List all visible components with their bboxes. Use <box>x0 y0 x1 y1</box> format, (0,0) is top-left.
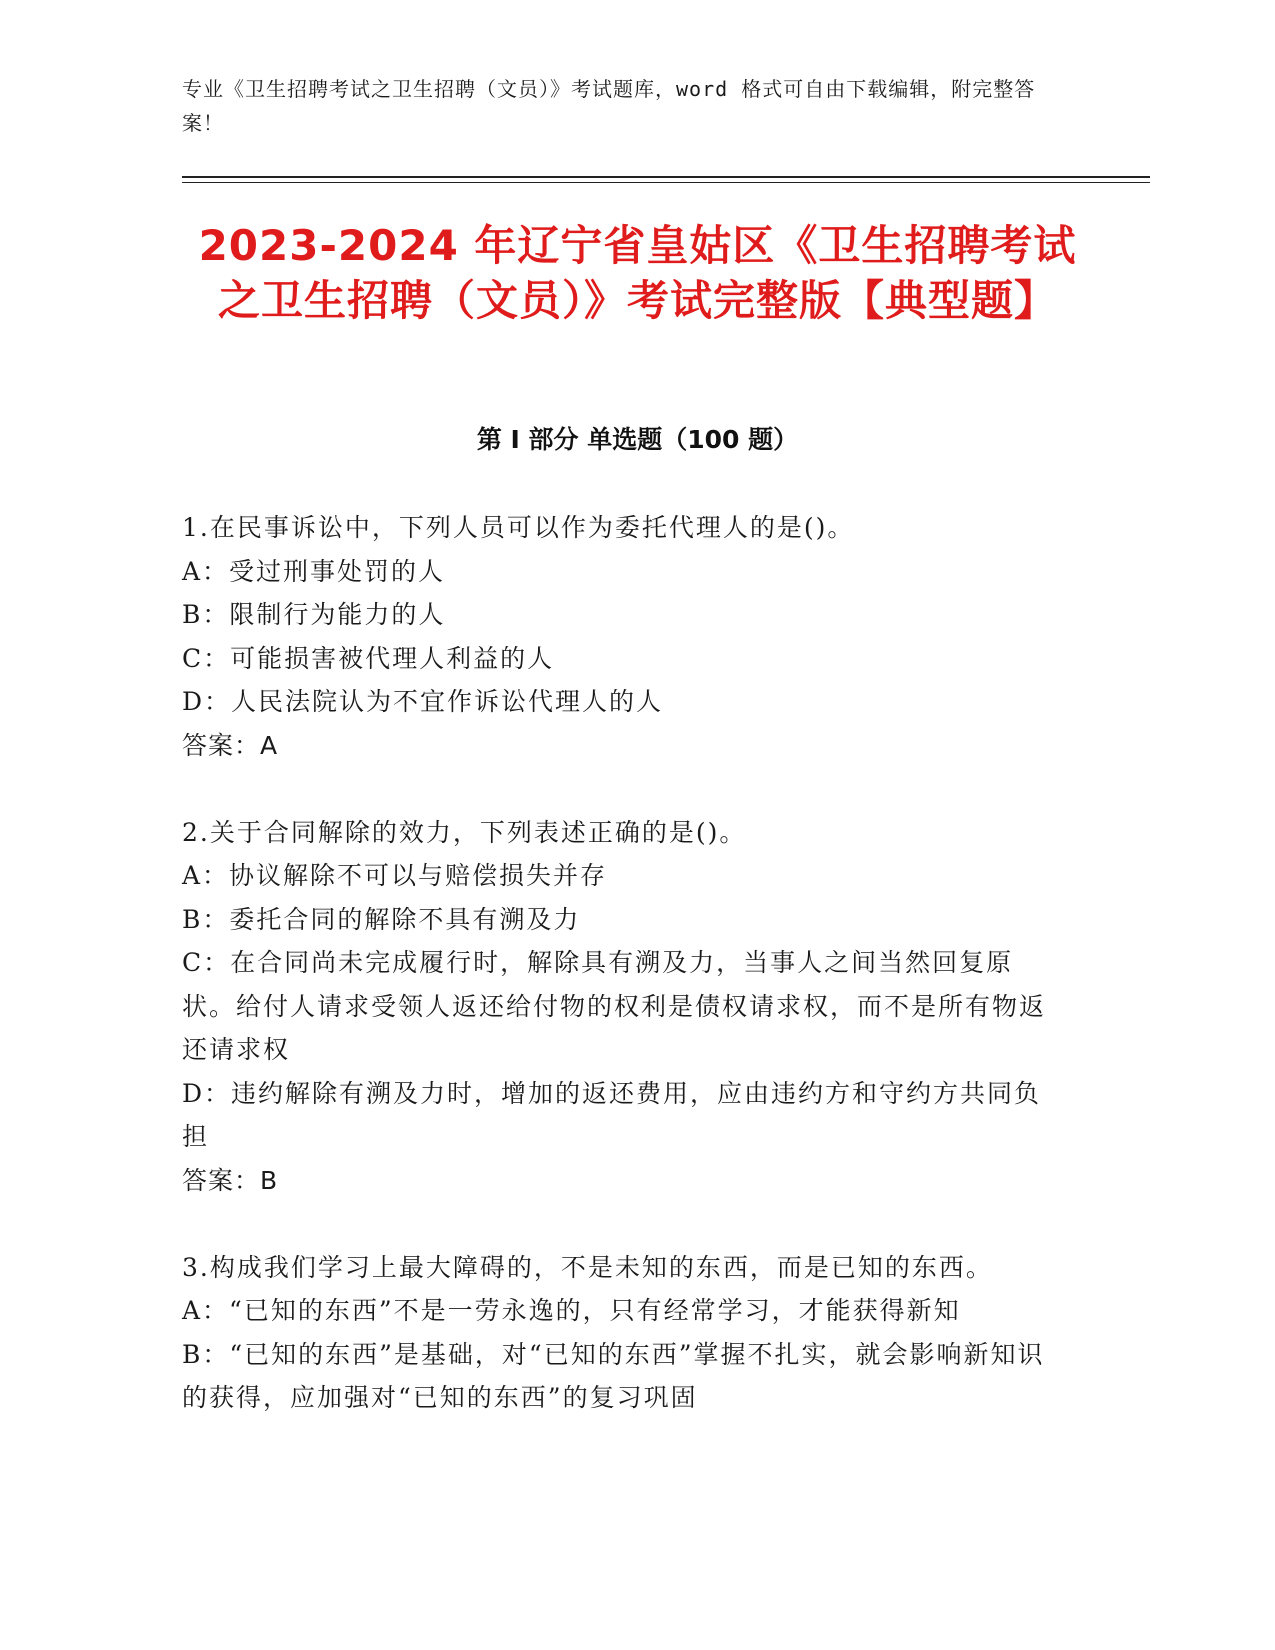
header-rule <box>182 176 1150 178</box>
option-a: A：受过刑事处罚的人 <box>182 556 446 586</box>
option-a: A：协议解除不可以与赔偿损失并存 <box>182 861 608 890</box>
option-b: B：限制行为能力的人 <box>182 600 446 629</box>
option-a: A：“已知的东西”不是一劳永逸的，只有经常学习，才能获得新知 <box>182 1296 961 1325</box>
question-2 <box>182 811 1062 1203</box>
question-list <box>182 506 1062 1463</box>
question-stem: 1.在民事诉讼中，下列人员可以作为委托代理人的是()。 <box>182 513 855 542</box>
answer: 答案：A <box>182 730 279 760</box>
answer: 答案：B <box>182 1165 279 1195</box>
option-d: D：违约解除有溯及力时，增加的返还费用，应由违约方和守约方共同负担 <box>182 1078 1042 1151</box>
option-b: B：“已知的东西”是基础，对“已知的东西”掌握不扎实，就会影响新知识的获得，应加强对“已知的东西”的复习巩固 <box>182 1339 1045 1412</box>
question-1 <box>182 506 1062 767</box>
question-stem: 2.关于合同解除的效力，下列表述正确的是()。 <box>182 817 747 847</box>
option-c: C：在合同尚未完成履行时，解除具有溯及力，当事人之间当然回复原状。给付人请求受领人返还给付物的权利是债权请求权，而不是所有物返还请求权 <box>182 948 1047 1064</box>
option-b: B：委托合同的解除不具有溯及力 <box>182 904 581 934</box>
question-3 <box>182 1246 1062 1420</box>
question-stem: 3.构成我们学习上最大障碍的，不是未知的东西，而是已知的东西。 <box>182 1252 993 1282</box>
document-title: 2023-2024 年辽宁省皇姑区《卫生招聘考试之卫生招聘（文员）》考试完整版【典型题】 <box>198 221 1077 325</box>
option-c: C：可能损害被代理人利益的人 <box>182 643 555 673</box>
header-rule-thin <box>182 182 1150 183</box>
section-heading: 第 I 部分 单选题（100 题） <box>476 425 799 454</box>
option-d: D：人民法院认为不宜作诉讼代理人的人 <box>182 687 664 716</box>
header-note: 专业《卫生招聘考试之卫生招聘（文员）》考试题库，word 格式可自由下载编辑，附完整答案！ <box>182 77 1036 135</box>
